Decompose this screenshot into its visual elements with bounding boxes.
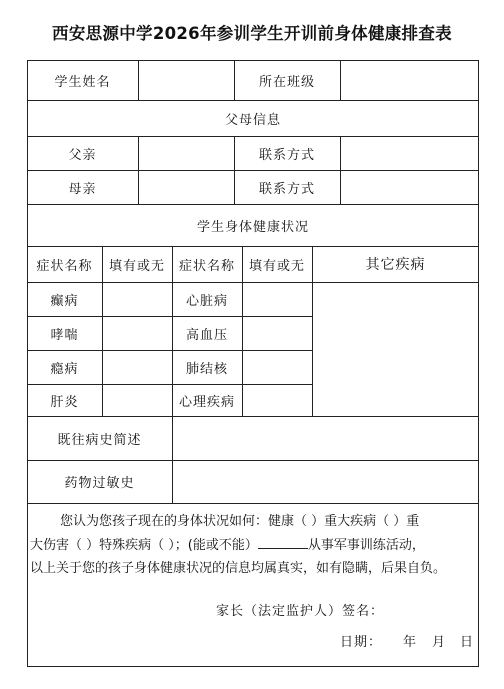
father-label: 父亲	[68, 147, 97, 163]
drug-allergy-field[interactable]	[172, 460, 479, 503]
symptom-asthma-label: 哮喘	[50, 327, 79, 343]
student-name-field[interactable]	[138, 60, 234, 100]
symptom-3-field[interactable]	[102, 350, 172, 384]
statement-line-2-b: 从事军事训练活动，	[307, 537, 425, 553]
symptom-heart-label: 心脏病	[185, 293, 228, 309]
class-field[interactable]	[340, 60, 479, 100]
guardian-signature-label: 家长（法定监护人）签名：	[216, 604, 385, 619]
mother-label: 母亲	[68, 181, 97, 197]
statement-line-2	[30, 534, 472, 558]
symptom-mental-field[interactable]	[242, 384, 312, 416]
symptom-3-label: 瘾病	[50, 361, 79, 377]
symptom-epilepsy-label: 癫病	[50, 293, 79, 309]
ability-blank[interactable]	[258, 534, 308, 549]
father-contact-label: 联系方式	[258, 147, 315, 163]
symptom-hepatitis-field[interactable]	[102, 384, 172, 416]
father-contact-field[interactable]	[340, 136, 479, 170]
fill-header: 填有或无	[108, 258, 165, 274]
fill-header: 填有或无	[248, 258, 305, 274]
row-divider	[27, 503, 479, 504]
symptom-mental-label: 心理疾病	[178, 394, 235, 410]
drug-allergy-label: 药物过敏史	[64, 476, 135, 491]
symptom-hypertension-label: 高血压	[185, 327, 228, 343]
guardian-statement	[30, 510, 472, 581]
symptom-tuberculosis-field[interactable]	[242, 350, 312, 384]
class-label: 所在班级	[258, 74, 315, 90]
symptom-hypertension-field[interactable]	[242, 316, 312, 350]
page-title: 西安思源中学2026年参训学生开训前身体健康排查表	[52, 24, 452, 43]
mother-contact-field[interactable]	[340, 170, 479, 204]
date-month: 月	[432, 635, 447, 650]
symptom-header: 症状名称	[36, 258, 93, 274]
parent-info-heading: 父母信息	[224, 112, 281, 128]
mother-name-field[interactable]	[138, 170, 234, 204]
symptom-epilepsy-field[interactable]	[102, 282, 172, 316]
other-diseases-header: 其它疾病	[365, 257, 426, 273]
statement-line-1: 您认为您孩子现在的身体状况如何：健康（ ）重大疾病（ ）重	[60, 514, 420, 529]
symptom-tuberculosis-label: 肺结核	[185, 361, 228, 377]
health-status-heading: 学生身体健康状况	[196, 219, 309, 235]
symptom-header: 症状名称	[178, 258, 235, 274]
medical-history-field[interactable]	[172, 416, 479, 460]
father-name-field[interactable]	[138, 136, 234, 170]
symptom-heart-field[interactable]	[242, 282, 312, 316]
medical-history-label: 既往病史简述	[57, 432, 142, 448]
date-year: 年	[403, 635, 418, 650]
other-diseases-field[interactable]	[312, 282, 479, 416]
student-name-label: 学生姓名	[54, 74, 111, 90]
statement-line-3: 以上关于您的孩子身体健康状况的信息均属真实，如有隐瞒，后果自负。	[30, 561, 447, 576]
symptom-asthma-field[interactable]	[102, 316, 172, 350]
symptom-hepatitis-label: 肝炎	[50, 394, 79, 410]
statement-line-2-a: 大伤害（ ）特殊疾病（ ）；(能或不能）	[30, 537, 258, 553]
date-day: 日	[460, 635, 475, 650]
date-label: 日期：	[340, 635, 383, 650]
mother-contact-label: 联系方式	[258, 181, 315, 197]
